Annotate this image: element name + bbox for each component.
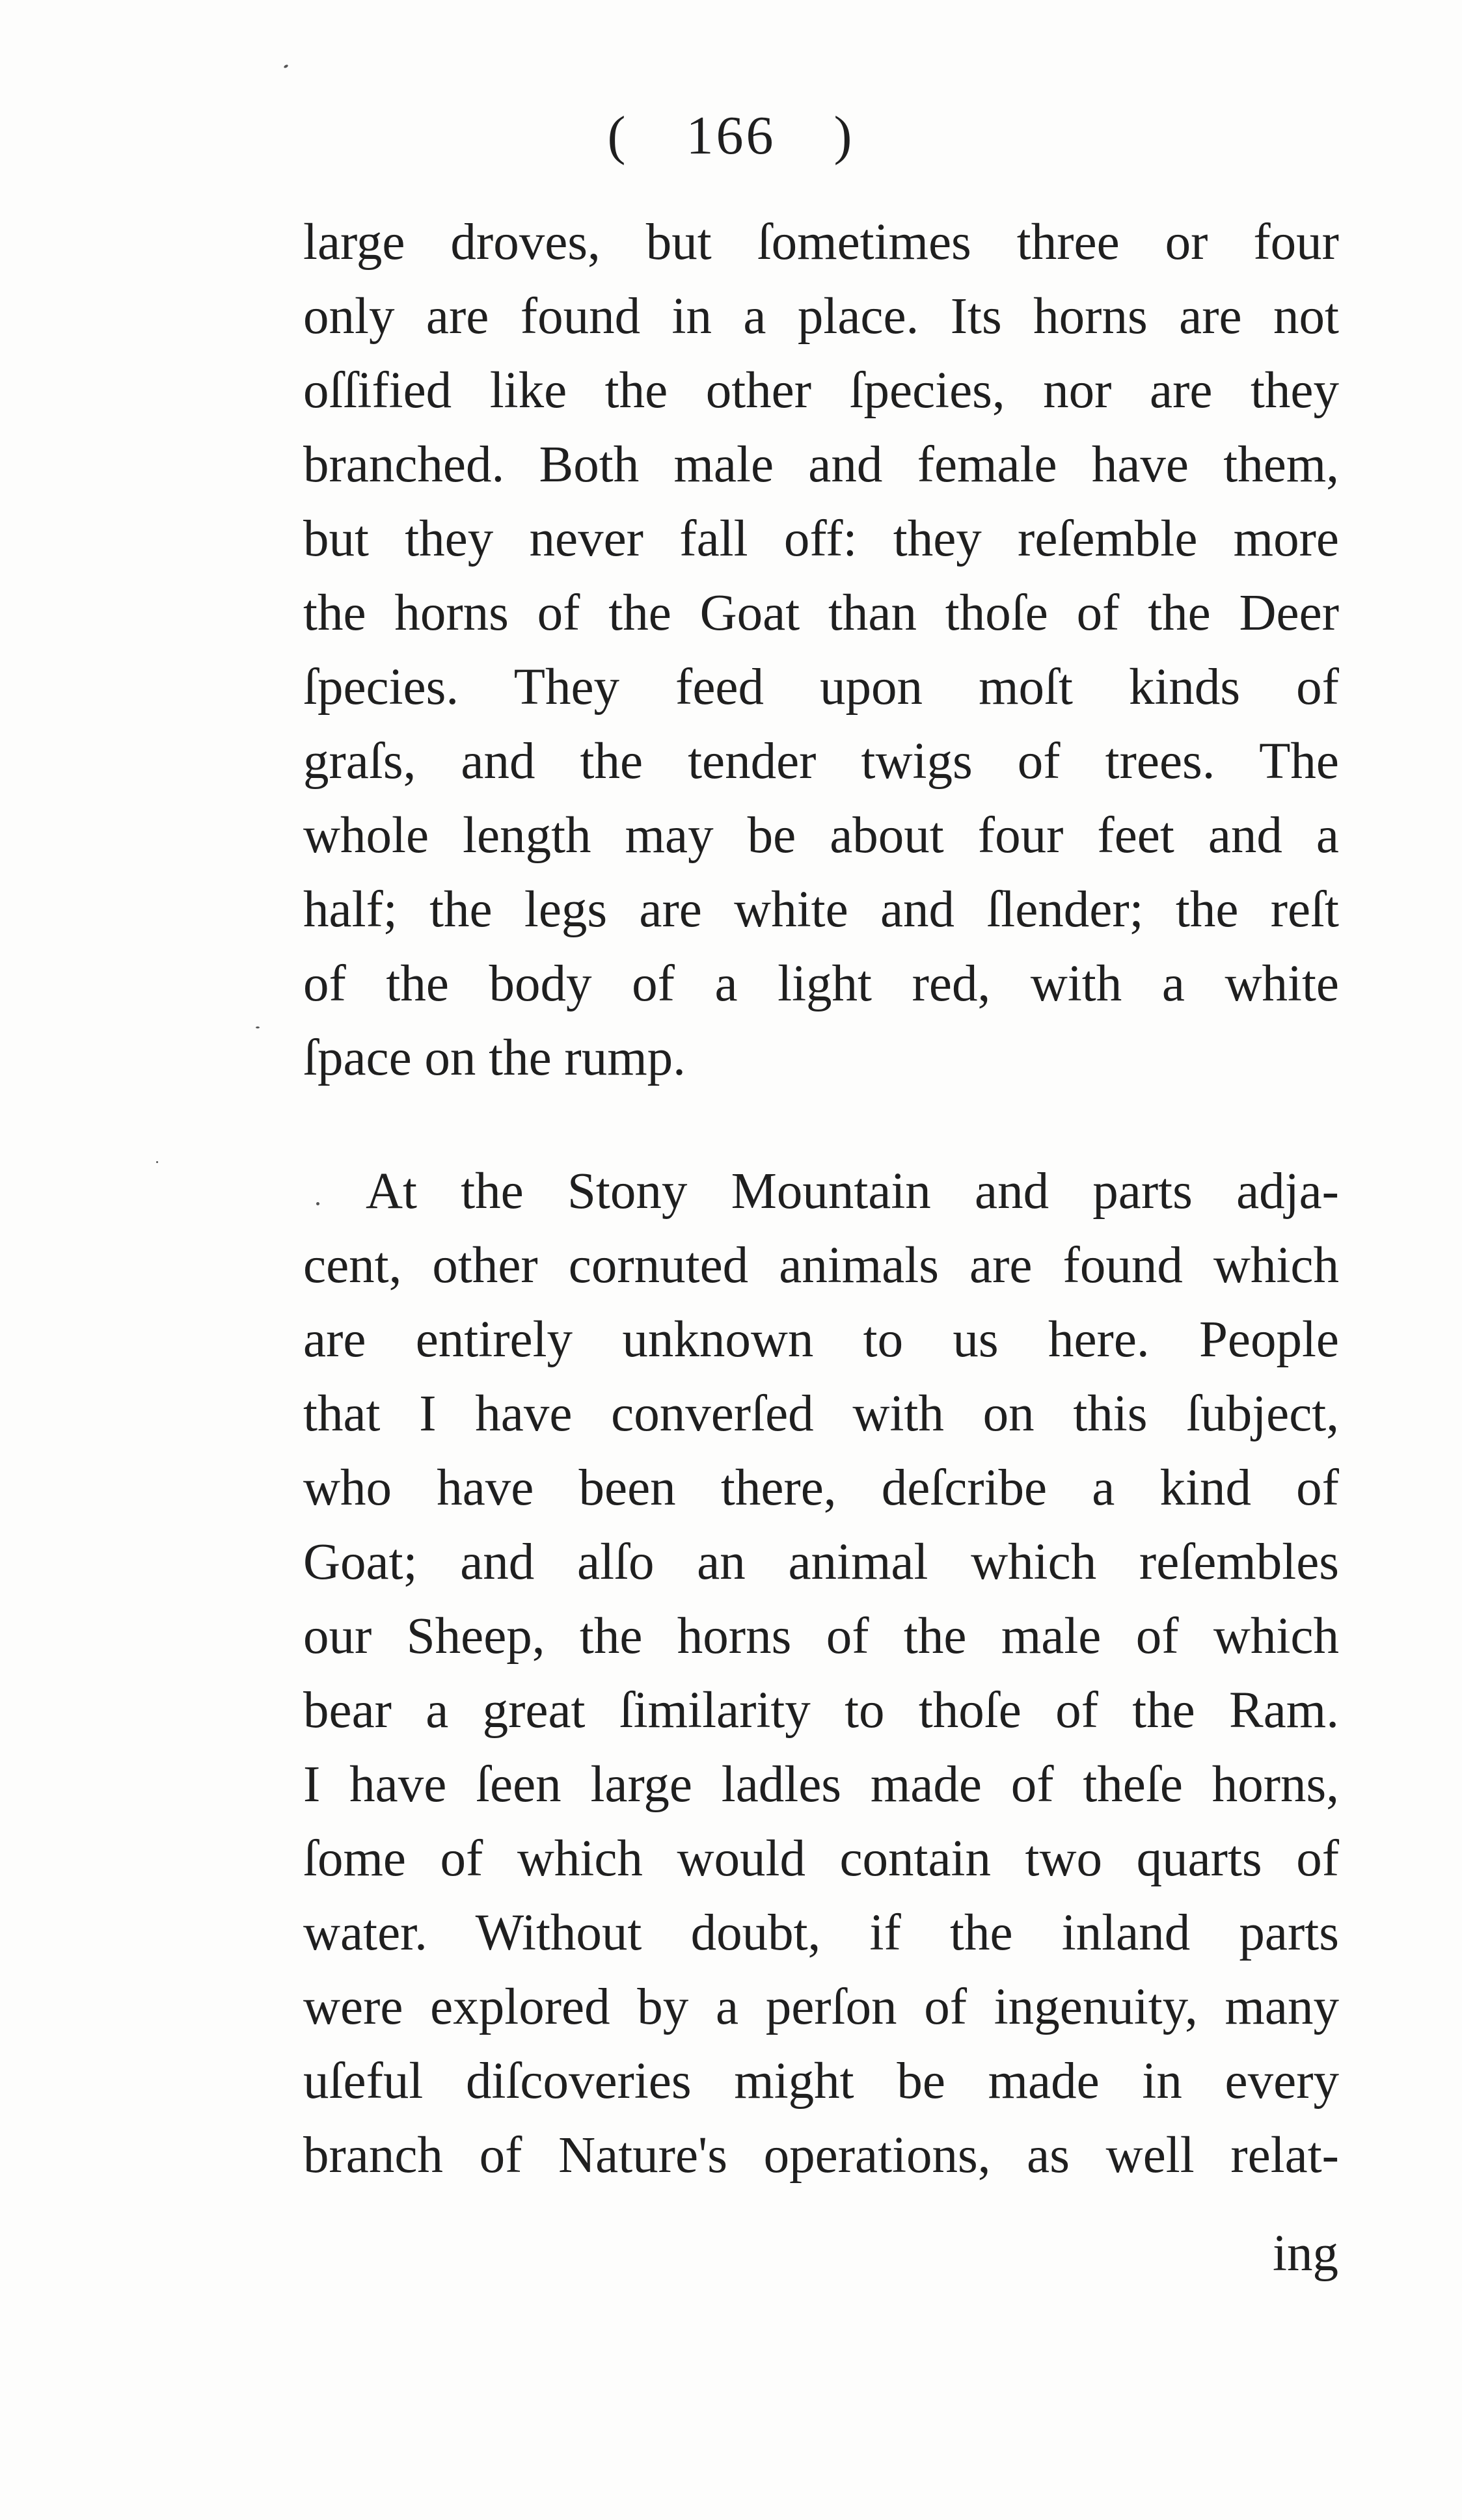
paragraph-1 bbox=[303, 206, 1339, 1095]
text-line: branched. Both male and female have them, bbox=[303, 436, 1339, 493]
text-line: ſpecies. They feed upon moſt kinds of bbox=[303, 659, 1339, 716]
text-line: oſſified like the other ſpecies, nor are they bbox=[303, 362, 1339, 419]
text-line: At the Stony Mountain and parts adja- bbox=[366, 1163, 1339, 1220]
folio-close-paren: ) bbox=[833, 105, 855, 166]
text-line: were explored by a perſon of ingenuity, many bbox=[303, 1979, 1339, 2035]
text-line: ſome of which would contain two quarts of bbox=[303, 1830, 1339, 1887]
text-line: half; the legs are white and ſlender; the reſt bbox=[303, 881, 1339, 938]
text-line: are entirely unknown to us here. People bbox=[303, 1311, 1339, 1368]
text-line: branch of Nature's operations, as well relat- bbox=[303, 2127, 1339, 2184]
text-line: Goat; and alſo an animal which reſembles bbox=[303, 1534, 1339, 1590]
ink-speck bbox=[283, 64, 288, 69]
text-line: graſs, and the tender twigs of trees. The bbox=[303, 733, 1339, 790]
catchword: ing bbox=[1273, 2225, 1338, 2282]
text-line: who have been there, deſcribe a kind of bbox=[303, 1460, 1339, 1516]
text-line: uſeful diſcoveries might be made in every bbox=[303, 2053, 1339, 2110]
ink-speck bbox=[256, 1026, 260, 1028]
page-number: 166 bbox=[686, 105, 776, 166]
paragraph-2 bbox=[303, 1155, 1339, 2193]
text-line: large droves, but ſometimes three or four bbox=[303, 214, 1339, 271]
text-line: water. Without doubt, if the inland parts bbox=[303, 1905, 1339, 1961]
text-line: only are found in a place. Its horns are not bbox=[303, 288, 1339, 345]
text-line: whole length may be about four feet and a bbox=[303, 807, 1339, 864]
page-header-folio bbox=[0, 104, 1462, 167]
text-line: but they never fall off: they reſemble more bbox=[303, 511, 1339, 567]
text-line: the horns of the Goat than thoſe of the Deer bbox=[303, 585, 1339, 641]
text-line: ſpace on the rump. bbox=[303, 1030, 686, 1086]
text-line: that I have converſed with on this ſubject, bbox=[303, 1386, 1339, 1442]
folio-open-paren: ( bbox=[607, 105, 629, 166]
text-line: bear a great ſimilarity to thoſe of the Ram. bbox=[303, 1682, 1339, 1739]
text-line: our Sheep, the horns of the male of which bbox=[303, 1608, 1339, 1665]
ink-speck bbox=[316, 1202, 319, 1205]
text-line: of the body of a light red, with a white bbox=[303, 956, 1339, 1012]
text-line: I have ſeen large ladles made of theſe horns, bbox=[303, 1756, 1339, 1813]
ink-speck bbox=[156, 1161, 158, 1163]
text-line: cent, other cornuted animals are found which bbox=[303, 1237, 1339, 1294]
